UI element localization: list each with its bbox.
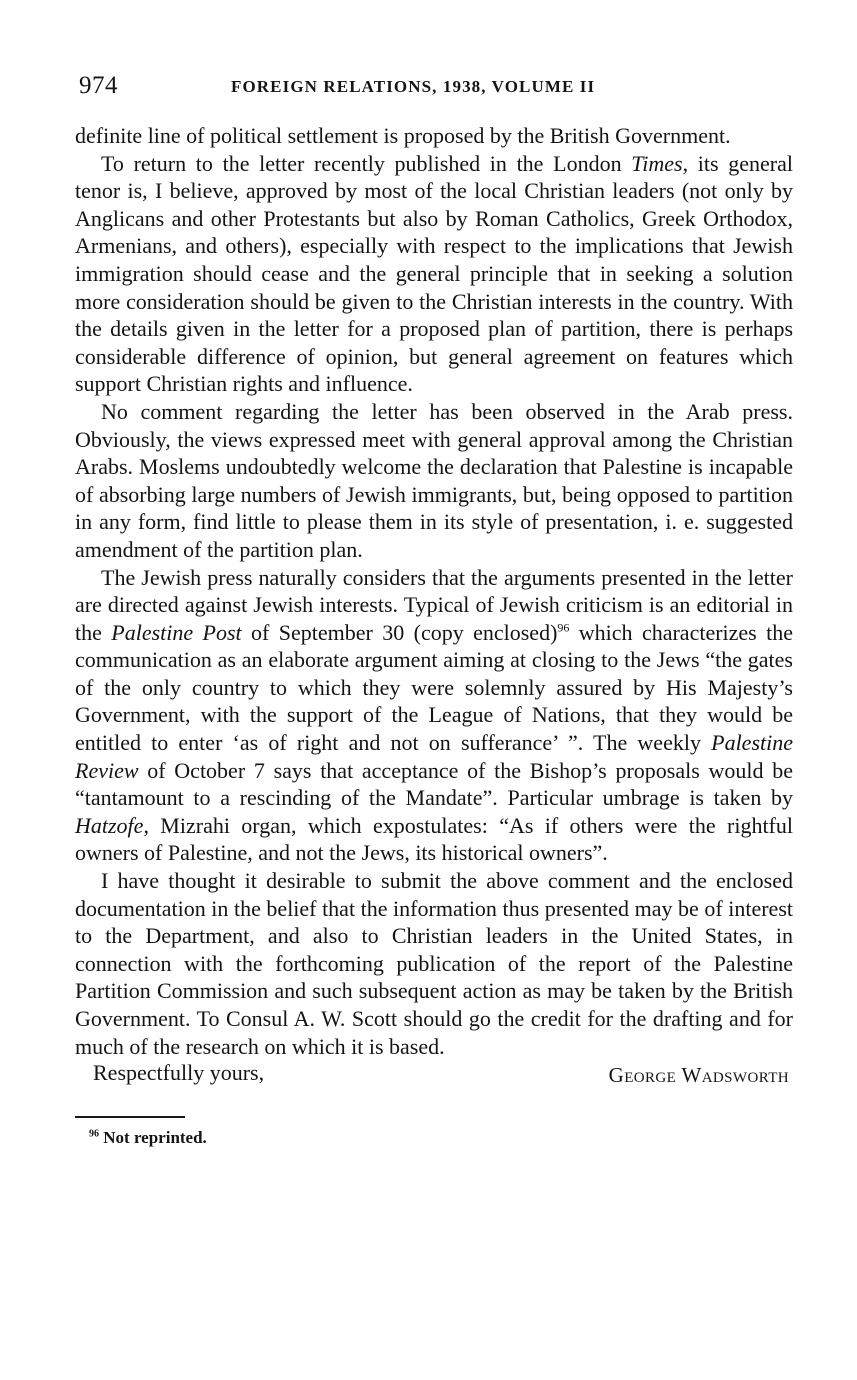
footnote-divider <box>75 1116 185 1118</box>
page-number: 974 <box>79 72 118 99</box>
signature-block <box>75 1060 793 1090</box>
footnote-reference: 96 <box>557 620 570 635</box>
footnote-marker: 96 <box>89 1128 99 1140</box>
paragraph-2-text-b: , its general tenor is, I believe, approved by most of the local Christian leaders (not only by Anglicans and other Protestants but also by Roman Catholics, Greek Orthodox, Armenians, and others), especially with respect to the implications that Jewish immigration should cease and the general principle that in seeking a solution more consideration should be given to the Christian interests in the country. With the details given in the letter for a proposed plan of partition, there is perhaps considerable difference of opinion, but general agreement on features which support Christian rights and influence. <box>75 150 793 397</box>
paragraph-4-text-c: which characterizes the communication as an elaborate argument aiming at closing to the Jews “the gates of the only country to which they were solemnly assured by His Majesty’s Government, with the support of the League of Nations, that they would be entitled to enter ‘as of right and not on sufferance’ ”. The weekly <box>75 619 794 756</box>
paragraph-1-text: definite line of political settlement is proposed by the British Government. <box>75 123 731 148</box>
paragraph-2-text-a: To return to the letter recently published in the London <box>101 150 632 176</box>
complimentary-close: Respectfully yours, <box>93 1060 265 1086</box>
paragraph-1 <box>75 122 793 150</box>
running-header <box>75 70 793 104</box>
paragraph-4-text-e: , Mizrahi organ, which expostulates: “As if others were the rightful owners of Palestine, and not the Jews, its historical owners”. <box>75 812 793 866</box>
paragraph-2 <box>75 150 793 398</box>
paragraph-3-text: No comment regarding the letter has been observed in the Arab press. Obviously, the views expressed meet with general approval among the Christian Arabs. Moslems undoubtedly welcome the declaration that Palestine is incapable of absorbing large numbers of Jewish immigrants, but, being opposed to partition in any form, find little to please them in its style of presentation, i. e. suggested amendment of the partition plan. <box>75 398 793 562</box>
paragraph-5 <box>75 867 793 1060</box>
hatzofe-title: Hatzofe <box>75 812 144 838</box>
palestine-post-title: Palestine Post <box>111 619 242 645</box>
footnote <box>89 1128 793 1148</box>
running-title: FOREIGN RELATIONS, 1938, VOLUME II <box>231 77 596 96</box>
document-page <box>75 70 793 1148</box>
paragraph-4-text-b: of September 30 (copy enclosed) <box>241 619 558 645</box>
paragraph-4-text-a: The Jewish press naturally considers that the arguments presented in the letter are directed against Jewish interests. Typical of Jewish criticism is an editorial in the <box>75 564 793 645</box>
paragraph-4-text-d: of October 7 says that acceptance of the Bishop’s proposals would be “tantamount to a rescinding of the Mandate”. Particular umbrage is taken by <box>75 757 793 811</box>
paragraph-5-text: I have thought it desirable to submit the above comment and the enclosed documentation in the belief that the information thus presented may be of interest to the Department, and also to Christian leaders in the United States, in connection with the forthcoming publication of the report of the Palestine Partition Commission and such subsequent action as may be taken by the British Government. To Consul A. W. Scott should go the credit for the drafting and for much of the research on which it is based. <box>75 868 793 1059</box>
footnote-text: Not reprinted. <box>103 1128 207 1148</box>
body-text <box>75 122 793 1060</box>
signature: George Wadsworth <box>608 1063 789 1088</box>
paragraph-3 <box>75 398 793 564</box>
palestine-review-title: Palestine Review <box>75 730 793 783</box>
times-title: Times <box>631 150 683 176</box>
paragraph-4 <box>75 564 793 868</box>
